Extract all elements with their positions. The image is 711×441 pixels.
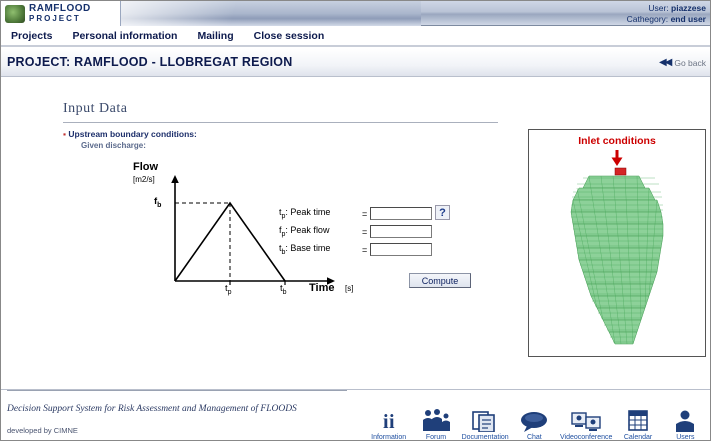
field-row-peak-flow xyxy=(279,225,439,238)
input-fields-group xyxy=(279,207,439,261)
chart-xtick-tp: $t_p$ xyxy=(225,283,232,296)
ubc-text: Upstream boundary conditions: xyxy=(68,129,197,139)
ramflood-leaf-icon xyxy=(5,5,25,23)
footer-divider xyxy=(7,390,347,391)
footer-forum[interactable] xyxy=(414,406,457,441)
page-title: PROJECT: RAMFLOOD - LLOBREGAT REGION xyxy=(7,55,293,69)
equals-sign: = xyxy=(362,226,368,237)
project-title-bar xyxy=(1,49,711,77)
information-icon xyxy=(367,406,410,432)
chart-yunit: [m2/s] xyxy=(133,175,155,184)
user-icon xyxy=(664,406,707,432)
footer-calendar-label: Calendar xyxy=(623,434,653,441)
user-value: piazzese xyxy=(671,3,706,13)
menu-projects[interactable]: Projects xyxy=(11,29,53,42)
chart-xlabel: Time xyxy=(309,282,335,294)
chat-bubble-icon xyxy=(513,406,556,432)
section-divider xyxy=(63,122,498,123)
main-content xyxy=(1,77,711,389)
calendar-icon xyxy=(616,406,659,432)
peak-time-label: $t_p$: Peak time xyxy=(279,207,331,220)
down-arrow-icon xyxy=(609,150,625,166)
people-icon xyxy=(414,406,457,432)
chart-xtick-tb: $t_b$ xyxy=(280,283,287,296)
given-discharge-label: Given discharge: xyxy=(81,141,146,150)
footer-documentation[interactable] xyxy=(462,406,509,441)
chart-ytick-fb: $f_b$ xyxy=(154,196,162,209)
svg-text:i: i xyxy=(388,411,395,432)
footer-calendar[interactable] xyxy=(616,406,659,441)
go-back-label: Go back xyxy=(674,57,706,68)
menu-close-session[interactable]: Close session xyxy=(253,29,325,42)
menu-mailing[interactable]: Mailing xyxy=(197,29,234,42)
compute-button[interactable]: Compute xyxy=(409,273,471,288)
equals-sign: = xyxy=(362,208,368,219)
menu-personal-information[interactable]: Personal information xyxy=(72,29,178,42)
svg-text:i: i xyxy=(382,411,389,432)
help-button[interactable]: ? xyxy=(435,205,450,220)
app-header xyxy=(1,1,711,26)
base-time-label: $t_b$: Base time xyxy=(279,243,331,256)
peak-time-input[interactable] xyxy=(370,207,432,220)
upstream-boundary-conditions-label xyxy=(63,129,197,139)
base-time-input[interactable] xyxy=(370,243,432,256)
user-label: User: xyxy=(648,3,669,13)
footer-documentation-label: Documentation xyxy=(461,434,509,441)
map-caption: Inlet conditions xyxy=(578,135,656,147)
chart-xunit: [s] xyxy=(345,284,354,293)
header-decoration xyxy=(121,1,421,26)
footer-videoconference[interactable] xyxy=(560,406,612,441)
double-left-arrow-icon: ◀◀ xyxy=(658,57,671,68)
chart-ylabel: Flow xyxy=(133,161,159,173)
footer-information[interactable] xyxy=(367,406,410,441)
category-value: end user xyxy=(670,13,706,24)
field-row-base-time xyxy=(279,243,439,256)
user-info xyxy=(627,3,706,24)
go-back-button[interactable] xyxy=(659,57,706,68)
section-title: Input Data xyxy=(63,101,128,116)
footer-tagline: Decision Support System for Risk Assessment and Management of FLOODS xyxy=(7,404,297,414)
field-row-peak-time xyxy=(279,207,439,220)
footer-chat-label: Chat xyxy=(526,434,542,441)
app-footer xyxy=(1,389,711,441)
documents-icon xyxy=(462,406,509,432)
footer-navigation xyxy=(367,393,707,441)
logo-line1: RAMFLOOD xyxy=(29,3,91,14)
logo-text xyxy=(29,4,91,23)
inlet-conditions-map-panel[interactable] xyxy=(528,129,706,357)
peak-flow-input[interactable] xyxy=(370,225,432,238)
equals-sign: = xyxy=(362,244,368,255)
footer-users[interactable] xyxy=(664,406,707,441)
peak-flow-label: $f_p$: Peak flow xyxy=(279,225,330,238)
footer-information-label: Information xyxy=(371,434,407,441)
footer-videoconference-label: Videoconference xyxy=(559,434,613,441)
category-label: Cathegory: xyxy=(626,13,669,24)
logo-line2: PROJECT xyxy=(29,14,81,23)
footer-forum-label: Forum xyxy=(425,434,447,441)
main-menu-bar xyxy=(1,26,711,47)
footer-chat[interactable] xyxy=(513,406,556,441)
footer-developer: developed by CIMNE xyxy=(7,426,78,435)
footer-users-label: Users xyxy=(676,434,695,441)
mesh-map[interactable] xyxy=(529,166,707,356)
app-logo[interactable] xyxy=(1,1,121,26)
videoconference-icon xyxy=(560,406,612,432)
bullet-icon: ▪ xyxy=(63,129,67,139)
